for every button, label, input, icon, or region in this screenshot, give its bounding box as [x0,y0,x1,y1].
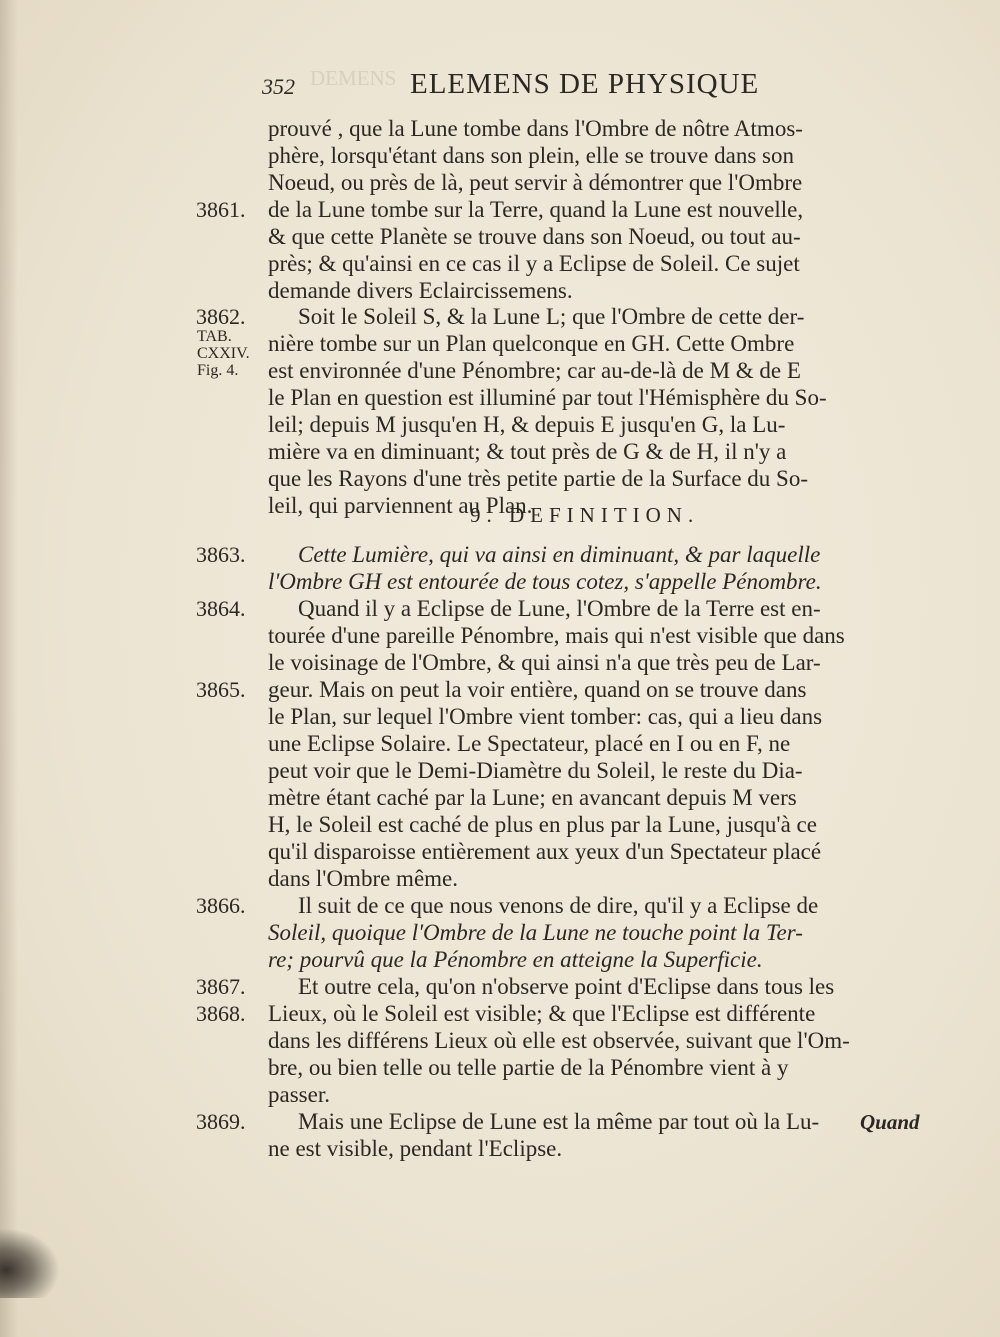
text-line: une Eclipse Solaire. Le Spectateur, placé en I ou en F, ne [268,731,791,756]
plate-reference: Fig. 4. [197,362,239,379]
paragraph-number: 3862. [196,304,246,329]
text-line: de la Lune tombe sur la Terre, quand la Lune est nouvelle, [268,197,804,222]
page-number: 352 [262,74,295,99]
text-line: que les Rayons d'une très petite partie de la Surface du So- [268,466,809,491]
text-line: leil, qui parviennent au Plan. [268,493,533,518]
text-line: Quand il y a Eclipse de Lune, l'Ombre de la Terre est en- [298,596,821,621]
text-line: leil; depuis M jusqu'en H, & depuis E jusqu'en G, la Lu- [268,412,786,437]
text-line: le voisinage de l'Ombre, & qui ainsi n'a que très peu de Lar- [268,650,821,675]
text-line: Il suit de ce que nous venons de dire, qu'il y a Eclipse de [298,893,819,918]
text-line: qu'il disparoisse entièrement aux yeux d'un Spectateur placé [268,839,822,864]
catchword: Quand [860,1110,920,1134]
text-line: re; pourvû que la Pénombre en atteigne la Superficie. [268,947,763,972]
text-line: tourée d'une pareille Pénombre, mais qui n'est visible que dans [268,623,845,648]
text-line: le Plan en question est illuminé par tout l'Hémisphère du So- [268,385,827,410]
text-line: Et outre cela, qu'on n'observe point d'Eclipse dans tous les [298,974,835,999]
text-line: mètre étant caché par la Lune; en avancant depuis M vers [268,785,797,810]
paragraph-number: 3864. [196,596,246,621]
text-line: & que cette Planète se trouve dans son Noeud, ou tout au- [268,224,801,249]
paragraph-number: 3868. [196,1001,246,1026]
text-line: Soit le Soleil S, & la Lune L; que l'Ombre de cette der- [298,304,805,329]
running-title: ELEMENS DE PHYSIQUE [410,68,760,100]
paragraph-number: 3863. [196,542,246,567]
text-line: Noeud, ou près de là, peut servir à démontrer que l'Ombre [268,170,803,195]
text-line: dans l'Ombre même. [268,866,459,891]
text-line: Mais une Eclipse de Lune est la même par tout où la Lu- [298,1109,820,1134]
text-line: prouvé , que la Lune tombe dans l'Ombre de nôtre Atmos- [268,116,803,141]
text-line: le Plan, sur lequel l'Ombre vient tomber: cas, qui a lieu dans [268,704,823,729]
book-page: DEMENS 352 ELEMENS DE PHYSIQUE prouvé , que la Lune tombe dans l'Ombre de nôtre Atmos- phère, lorsqu'étant dans son plein, elle se trouve dans son Noeud, ou près de là, peut servir à démontrer que l'Ombre de la Lune tombe sur la Terre, quand la Lune est nouvelle, & que cette Planète se trouve dans son Noeud, ou tout au- près; & qu'ainsi en ce cas il y a Eclipse de Soleil. Ce sujet demande divers Eclaircissemens. Soit le Soleil S, & la Lune L; que l'Ombre de cette der- nière tombe sur un Plan quelconque en GH. Cette Ombre est environnée d'une Pénombre; car au-de-là de M & de E le Plan en question est illuminé par tout l'Hémisphère du So- leil; depuis M jusqu'en H, & depuis E jusqu'en G, la Lu- mière va en diminuant; & tout près de G & de H, il n'y a que les Rayons d'une très petite partie de la Surface du So- leil, qui parviennent au Plan. 9. DEFINITION. Cette Lumière, qui va ainsi en diminuant, & par laquelle l'Ombre GH est entourée de tous cotez, s'appelle Pénombre. Quand il y a Eclipse de Lune, l'Ombre de la Terre est en- tourée d'une pareille Pénombre, mais qui n'est visible que dans le voisinage de l'Ombre, & qui ainsi n'a que très peu de Lar- geur. Mais on peut la voir entière, quand on se trouve dans le Plan, sur lequel l'Ombre vient tomber: cas, qui a lieu dans une Eclipse Solaire. Le Spectateur, placé en I ou en F, ne peut voir que le Demi-Diamètre du Soleil, le reste du Dia- mètre étant caché par la Lune; en avancant depuis M vers H, le Soleil est caché de plus en plus par la Lune, jusqu'à ce qu'il disparoisse entièrement aux yeux d'un Spectateur placé dans l'Ombre même. Il suit de ce que nous venons de dire, qu'il y a Eclipse de Soleil, quoique l'Ombre de la Lune ne touche point la Ter- re; pourvû que la Pénombre en atteigne la Superficie. Et outre cela, qu'on n'observe point d'Eclipse dans tous les Lieux, où le Soleil est visible; & que l'Eclipse est différente dans les différens Lieux où elle est observée, suivant que l'Om- bre, ou bien telle ou telle partie de la Pénombre vient à y passer. Mais une Eclipse de Lune est la même par tout où la Lu- ne est visible, pendant l'Eclipse. 3861. 3862. 3863. 3864. 3865. 3866. 3867. 3868. 3869. TAB. CXXIV. Fig. 4. Quand [0,0,1000,1337]
text-line: Lieux, où le Soleil est visible; & que l'Eclipse est différente [268,1001,816,1026]
paragraph-number: 3861. [196,197,246,222]
paragraph-number: 3865. [196,677,246,702]
page-header [262,64,942,104]
text-line: geur. Mais on peut la voir entière, quand on se trouve dans [268,677,807,702]
section-heading: 9. DEFINITION. [470,503,700,527]
text-line: phère, lorsqu'étant dans son plein, elle se trouve dans son [268,143,794,168]
text-line: H, le Soleil est caché de plus en plus par la Lune, jusqu'à ce [268,812,817,837]
text-line: bre, ou bien telle ou telle partie de la Pénombre vient à y [268,1055,789,1080]
text-line: l'Ombre GH est entourée de tous cotez, s'appelle Pénombre. [268,569,822,594]
thumb-smudge [0,1228,60,1298]
paragraph-number: 3867. [196,974,246,999]
text-line: peut voir que le Demi-Diamètre du Soleil, le reste du Dia- [268,758,803,783]
plate-reference: CXXIV. [197,345,250,362]
text-line: près; & qu'ainsi en ce cas il y a Eclipse de Soleil. Ce sujet [268,251,800,276]
plate-reference: TAB. [197,328,232,345]
text-line: nière tombe sur un Plan quelconque en GH. Cette Ombre [268,331,795,356]
text-line: mière va en diminuant; & tout près de G & de H, il n'y a [268,439,787,464]
text-line: demande divers Eclaircissemens. [268,278,573,303]
text-line: dans les différens Lieux où elle est observée, suivant que l'Om- [268,1028,850,1053]
paragraph-number: 3869. [196,1109,246,1134]
text-line: passer. [268,1082,330,1107]
text-line: est environnée d'une Pénombre; car au-de-là de M & de E [268,358,801,383]
paragraph-number: 3866. [196,893,246,918]
text-line: ne est visible, pendant l'Eclipse. [268,1136,563,1161]
text-line: Soleil, quoique l'Ombre de la Lune ne touche point la Ter- [268,920,803,945]
text-line: Cette Lumière, qui va ainsi en diminuant, & par laquelle [298,542,821,567]
page-edge-shadow [0,0,18,1337]
